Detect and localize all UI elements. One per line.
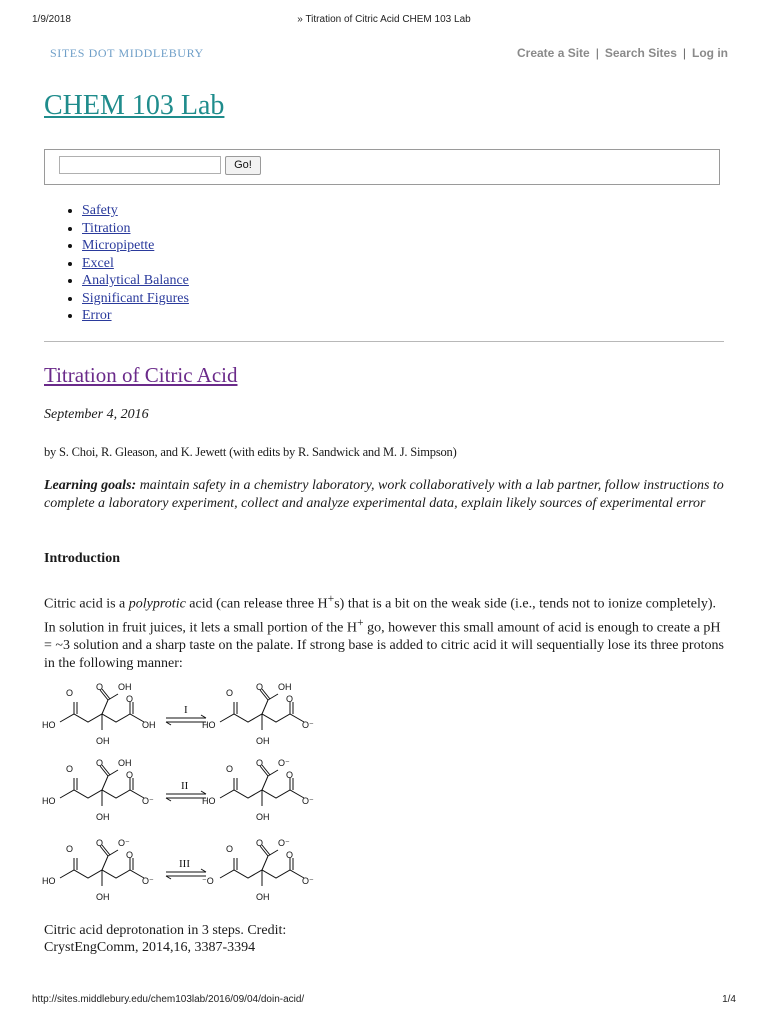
log-in-link[interactable]: Log in xyxy=(692,46,728,60)
svg-text:OH: OH xyxy=(96,736,110,746)
post-date: September 4, 2016 xyxy=(44,407,149,422)
nav-link-micropipette[interactable]: Micropipette xyxy=(82,238,155,253)
svg-text:OH: OH xyxy=(256,812,270,822)
step-label-1: I xyxy=(184,704,188,716)
intro-text-4: go, however this small amount of acid is enough to create a pH = ~3 solution and a sharp taste on the palate. If strong base is added to citric acid it will sequentially lose its three protons in the following manner: xyxy=(44,620,724,672)
intro-heading: Introduction xyxy=(44,551,120,566)
svg-text:OH: OH xyxy=(96,892,110,902)
svg-text:HO: HO xyxy=(202,720,216,730)
nav-link-titration[interactable]: Titration xyxy=(82,220,131,236)
site-bar xyxy=(50,44,728,64)
svg-text:O⁻: O⁻ xyxy=(302,720,314,730)
svg-text:O⁻: O⁻ xyxy=(118,838,130,848)
nav-item-significant-figures xyxy=(82,290,189,308)
svg-text:O: O xyxy=(126,770,134,780)
search-button[interactable]: Go! xyxy=(225,156,261,175)
svg-text:O: O xyxy=(256,838,264,848)
svg-text:O: O xyxy=(126,850,134,860)
svg-text:HO: HO xyxy=(42,876,56,886)
brand-logo[interactable]: SITES DOT MIDDLEBURY xyxy=(50,46,204,60)
step-label-2: II xyxy=(181,780,189,792)
svg-text:OH: OH xyxy=(142,720,156,730)
svg-text:O: O xyxy=(286,850,294,860)
nav-item-analytical-balance xyxy=(82,272,189,290)
svg-text:O: O xyxy=(286,694,294,704)
nav-item-safety xyxy=(82,202,189,220)
nav-link-safety[interactable]: Safety xyxy=(82,203,118,218)
svg-text:OH: OH xyxy=(256,892,270,902)
search-input[interactable] xyxy=(59,156,221,174)
nav-link-significant-figures[interactable]: Significant Figures xyxy=(82,290,189,306)
print-footer xyxy=(32,994,736,1008)
intro-text-2: acid (can release three H xyxy=(185,596,328,612)
nav-link-analytical-balance[interactable]: Analytical Balance xyxy=(82,273,189,288)
intro-plus-2: + xyxy=(357,615,364,629)
svg-text:OH: OH xyxy=(118,758,132,768)
step-label-3: III xyxy=(179,858,190,870)
post-byline: by S. Choi, R. Gleason, and K. Jewett (with edits by R. Sandwick and M. J. Simpson) xyxy=(44,445,457,459)
page-number: 1/4 xyxy=(722,994,736,1005)
print-title: » Titration of Citric Acid CHEM 103 Lab xyxy=(297,14,471,25)
nav-item-error xyxy=(82,307,189,325)
learning-goals xyxy=(44,477,724,513)
link-separator: | xyxy=(595,46,599,60)
figure-caption: Citric acid deprotonation in 3 steps. Credit: CrystEngComm, 2014,16, 3387-3394 xyxy=(44,923,287,955)
intro-polyprotic: polyprotic xyxy=(128,596,186,612)
svg-text:OH: OH xyxy=(256,736,270,746)
svg-text:O: O xyxy=(96,838,104,848)
svg-text:O: O xyxy=(66,844,74,854)
post-title[interactable]: Titration of Citric Acid xyxy=(44,363,238,387)
learning-goals-text: maintain safety in a chemistry laboratory, work collaboratively with a lab partner, follow instructions to complete a laboratory experiment, collect and analyze experimental data, explain likely sources of experimental error xyxy=(44,478,724,511)
search-box xyxy=(44,149,720,185)
intro-text-3: s) that is a bit on the weak side (i.e., tends not to ionize completely). In solution in fruit juices, it lets a small portion of the H xyxy=(44,596,717,636)
nav-link-excel[interactable]: Excel xyxy=(82,255,114,271)
svg-text:OH: OH xyxy=(118,682,132,692)
svg-text:O: O xyxy=(256,682,264,692)
svg-text:O: O xyxy=(126,694,134,704)
top-links xyxy=(517,46,728,60)
svg-text:O: O xyxy=(226,844,234,854)
svg-text:O: O xyxy=(96,758,104,768)
site-title[interactable]: CHEM 103 Lab xyxy=(44,90,225,121)
svg-text:O: O xyxy=(226,688,234,698)
nav-item-micropipette xyxy=(82,237,189,255)
deprotonation-figure xyxy=(38,678,328,904)
nav-item-excel xyxy=(82,255,189,273)
print-date: 1/9/2018 xyxy=(32,14,71,25)
intro-paragraph xyxy=(44,590,724,673)
svg-text:O: O xyxy=(226,764,234,774)
nav-list xyxy=(62,202,189,325)
svg-text:O: O xyxy=(66,764,74,774)
svg-text:O: O xyxy=(66,688,74,698)
create-site-link[interactable]: Create a Site xyxy=(517,46,590,60)
svg-text:O: O xyxy=(256,758,264,768)
svg-text:HO: HO xyxy=(42,720,56,730)
svg-text:O⁻: O⁻ xyxy=(302,796,314,806)
print-url: http://sites.middlebury.edu/chem103lab/2016/09/04/doin-acid/ xyxy=(32,994,305,1005)
divider xyxy=(44,341,724,342)
svg-text:HO: HO xyxy=(42,796,56,806)
svg-text:O: O xyxy=(286,770,294,780)
print-header xyxy=(32,14,736,28)
svg-text:O⁻: O⁻ xyxy=(278,758,290,768)
link-separator: | xyxy=(682,46,686,60)
deprotonation-scheme xyxy=(38,678,328,904)
svg-text:OH: OH xyxy=(278,682,292,692)
svg-text:OH: OH xyxy=(96,812,110,822)
equilibrium-arrows xyxy=(166,715,206,879)
intro-text-1: Citric acid is a xyxy=(44,596,129,612)
svg-text:⁻O: ⁻O xyxy=(202,876,214,886)
svg-text:O: O xyxy=(96,682,104,692)
svg-text:O⁻: O⁻ xyxy=(278,838,290,848)
nav-link-error[interactable]: Error xyxy=(82,308,112,323)
svg-text:O⁻: O⁻ xyxy=(302,876,314,886)
svg-text:O⁻: O⁻ xyxy=(142,876,154,886)
intro-plus-1: + xyxy=(327,592,335,605)
learning-goals-label: Learning goals: xyxy=(44,478,137,493)
nav-item-titration xyxy=(82,220,189,238)
svg-text:O⁻: O⁻ xyxy=(142,796,154,806)
search-sites-link[interactable]: Search Sites xyxy=(604,46,677,60)
svg-text:HO: HO xyxy=(202,796,216,806)
